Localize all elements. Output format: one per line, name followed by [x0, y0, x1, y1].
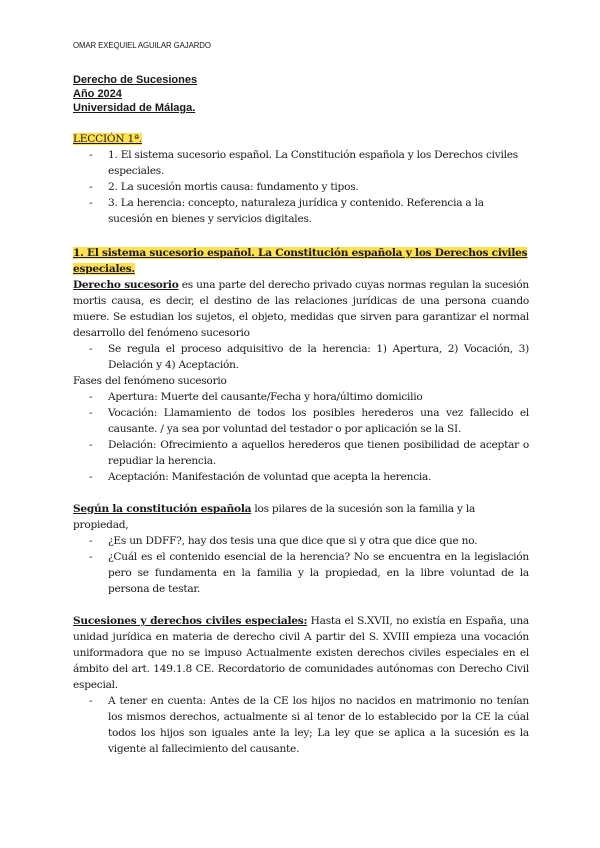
constitution-term: Según la constitución española	[73, 503, 252, 515]
lesson-block	[73, 131, 529, 227]
lesson-topic: - 2. La sucesión mortis causa: fundamento y tipos.	[73, 179, 529, 195]
lesson-topic: - 3. La herencia: concepto, naturaleza jurídica y contenido. Referencia a la sucesión en bienes y servicios digitales.	[73, 195, 529, 227]
phase-item: - Delación: Ofrecimiento a aquellos herederos que tienen posibilidad de aceptar o repudiar la herencia.	[73, 437, 529, 469]
lesson-title	[73, 131, 529, 147]
author-name: OMAR EXEQUIEL AGUILAR GAJARDO	[73, 40, 211, 50]
university-name: Universidad de Málaga.	[73, 102, 196, 114]
lesson-topic: - 1. El sistema sucesorio español. La Constitución española y los Derechos civiles especiales.	[73, 147, 529, 179]
year-label: Año 2024	[73, 88, 122, 100]
constitution-list	[73, 533, 529, 597]
lesson-topic-list	[73, 147, 529, 227]
definition-text: es una parte del derecho privado cuyas normas regulan la sucesión mortis causa, es decir, el destino de las relaciones jurídicas de una persona cuando muere. Se estudian los sujetos, el objeto, medidas que sirven para garantizar el normal desarrollo del fenómeno sucesorio	[73, 279, 529, 339]
civil-law-paragraph	[73, 613, 529, 693]
phase-item: - Apertura: Muerte del causante/Fecha y hora/último domicilio	[73, 389, 529, 405]
document-header	[73, 73, 197, 115]
phase-item: - Vocación: Llamamiento de todos los posibles herederos una vez fallecido el causante. / ya sea por voluntad del testador o por aplicación se la SI.	[73, 405, 529, 437]
constitution-item: - ¿Es un DDFF?, hay dos tesis una que dice que si y otra que dice que no.	[73, 533, 529, 549]
constitution-text: los pilares de la sucesión son la familia y la propiedad,	[73, 503, 476, 531]
civil-law-term: Sucesiones y derechos civiles especiales:	[73, 615, 308, 627]
definition-paragraph	[73, 277, 529, 341]
section-title-text: 1. El sistema sucesorio español. La Constitución española y los Derechos civiles especiales.	[73, 247, 528, 275]
phases-label: Fases del fenómeno sucesorio	[73, 375, 227, 387]
constitution-item: - ¿Cuál es el contenido esencial de la herencia? No se encuentra en la legislación pero se fundamenta en la familia y la propiedad, en la libre voluntad de la persona de testar.	[73, 549, 529, 597]
section-1	[73, 245, 529, 757]
section-title	[73, 245, 529, 277]
definition-term: Derecho sucesorio	[73, 279, 179, 291]
phases-list	[73, 389, 529, 485]
lesson-title-text: LECCIÓN 1ª.	[73, 133, 142, 145]
phase-item: - Aceptación: Manifestación de voluntad que acepta la herencia.	[73, 469, 529, 485]
civil-law-text: Hasta el S.XVII, no existía en España, una unidad jurídica en materia de derecho civil A partir del S. XVIII empieza una vocación uniformadora que no se impuso Actualmente existen derechos civiles especiales en el ámbito del art. 149.1.8 CE. Recordatorio de comunidades autónomas con Derecho Civil especial.	[73, 615, 529, 691]
civil-law-list	[73, 693, 529, 757]
process-list	[73, 341, 529, 373]
constitution-paragraph	[73, 501, 529, 533]
civil-law-item: - A tener en cuenta: Antes de la CE los hijos no nacidos en matrimonio no tenían los mismos derechos, actualmente si al tenor de lo establecido por la CE la cúal todos los hijos son iguales ante la ley; La ley que se aplica a la sucesión es la vigente al fallecimiento del causante.	[73, 693, 529, 757]
subject-title: Derecho de Sucesiones	[73, 74, 198, 86]
process-item: - Se regula el proceso adquisitivo de la herencia: 1) Apertura, 2) Vocación, 3) Delación y 4) Aceptación.	[73, 341, 529, 373]
